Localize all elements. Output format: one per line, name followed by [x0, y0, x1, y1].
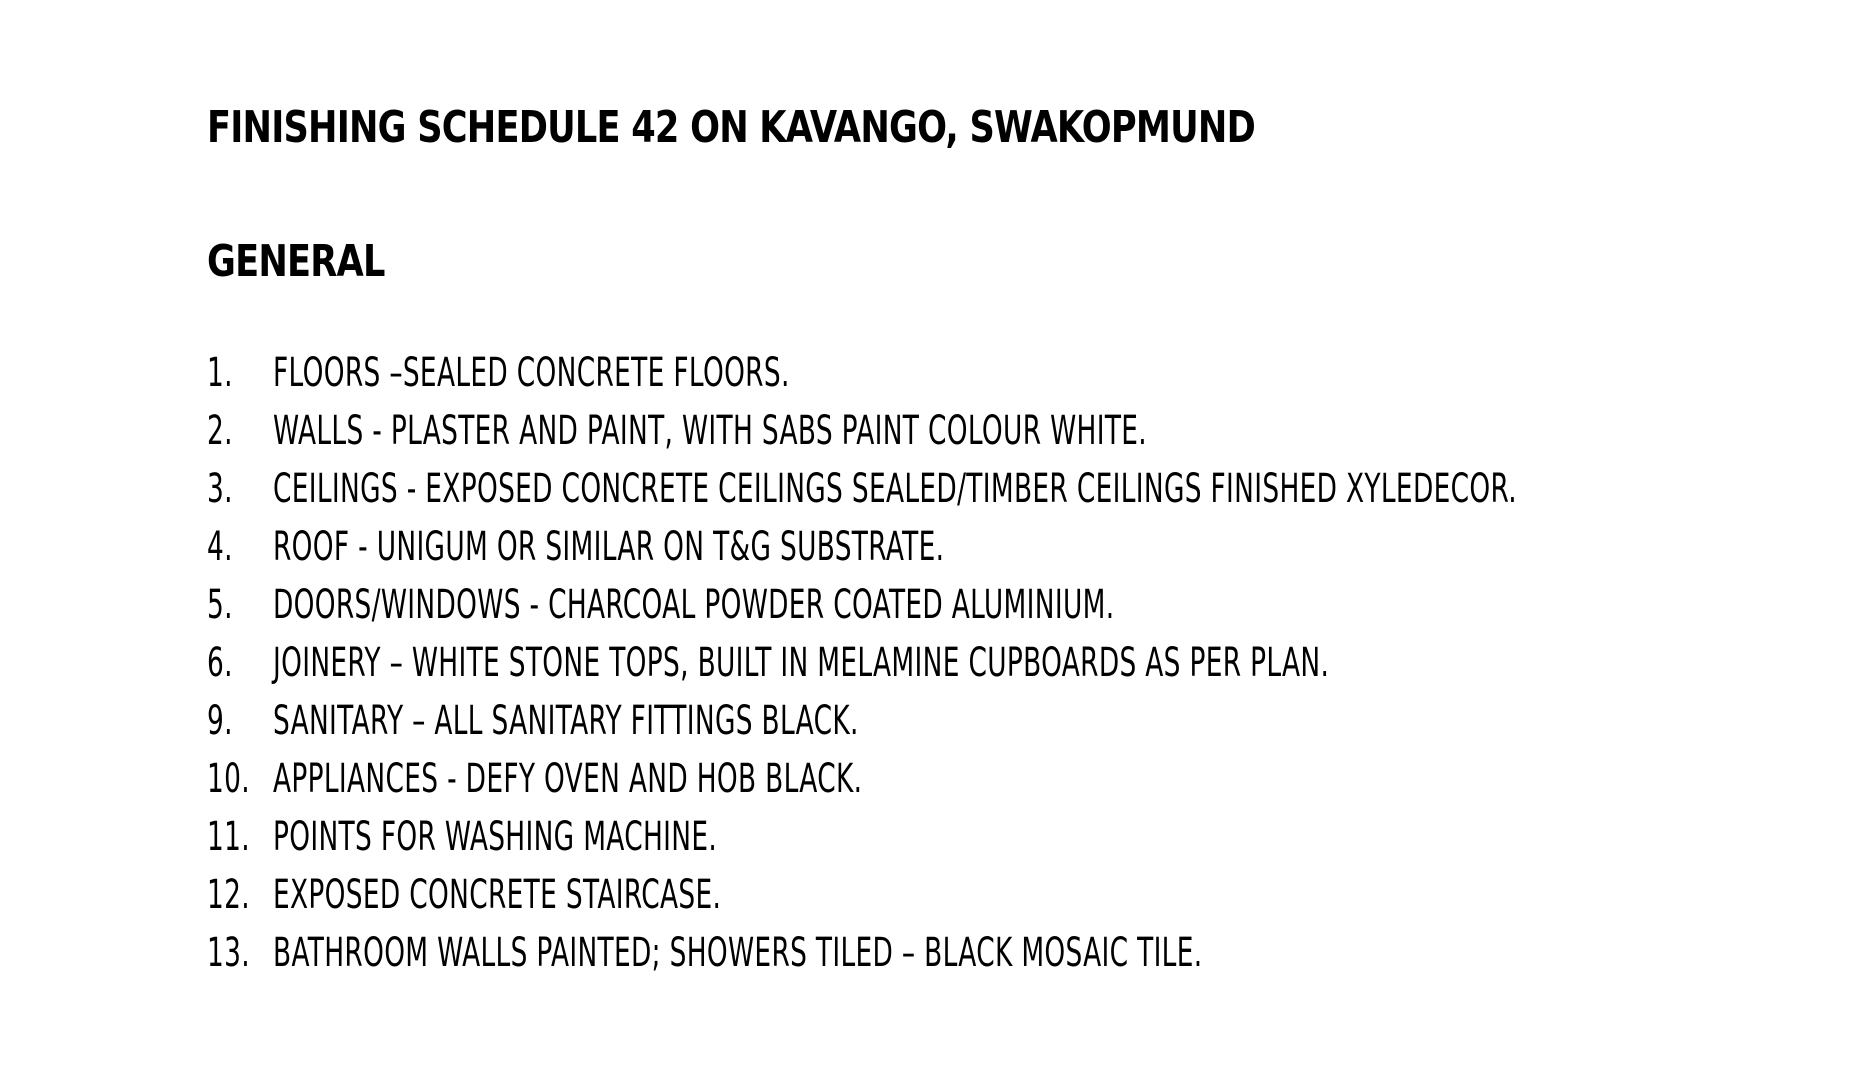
item-text: WALLS - PLASTER AND PAINT, WITH SABS PAINT COLOUR WHITE. — [273, 408, 1148, 454]
item-text: FLOORS –SEALED CONCRETE FLOORS. — [273, 350, 790, 396]
section-heading-general: GENERAL — [207, 236, 385, 287]
item-number: 4. — [207, 524, 233, 570]
item-number: 12. — [207, 872, 250, 918]
document-title: FINISHING SCHEDULE 42 ON KAVANGO, SWAKOPMUND — [207, 102, 1256, 153]
item-number: 13. — [207, 930, 250, 976]
item-number: 9. — [207, 698, 233, 744]
item-text: BATHROOM WALLS PAINTED; SHOWERS TILED – BLACK MOSAIC TILE. — [273, 930, 1203, 976]
item-number: 2. — [207, 408, 233, 454]
item-text: CEILINGS - EXPOSED CONCRETE CEILINGS SEALED/TIMBER CEILINGS FINISHED XYLEDECOR. — [273, 466, 1517, 512]
item-text: APPLIANCES - DEFY OVEN AND HOB BLACK. — [273, 756, 863, 802]
item-text: SANITARY – ALL SANITARY FITTINGS BLACK. — [273, 698, 859, 744]
item-text: EXPOSED CONCRETE STAIRCASE. — [273, 872, 722, 918]
item-number: 3. — [207, 466, 233, 512]
item-number: 6. — [207, 640, 233, 686]
item-text: DOORS/WINDOWS - CHARCOAL POWDER COATED ALUMINIUM. — [273, 582, 1115, 628]
item-text: ROOF - UNIGUM OR SIMILAR ON T&G SUBSTRATE. — [273, 524, 945, 570]
item-text: POINTS FOR WASHING MACHINE. — [273, 814, 718, 860]
item-number: 1. — [207, 350, 233, 396]
item-number: 10. — [207, 756, 250, 802]
item-number: 5. — [207, 582, 233, 628]
item-number: 11. — [207, 814, 250, 860]
item-text: JOINERY – WHITE STONE TOPS, BUILT IN MELAMINE CUPBOARDS AS PER PLAN. — [273, 640, 1330, 686]
